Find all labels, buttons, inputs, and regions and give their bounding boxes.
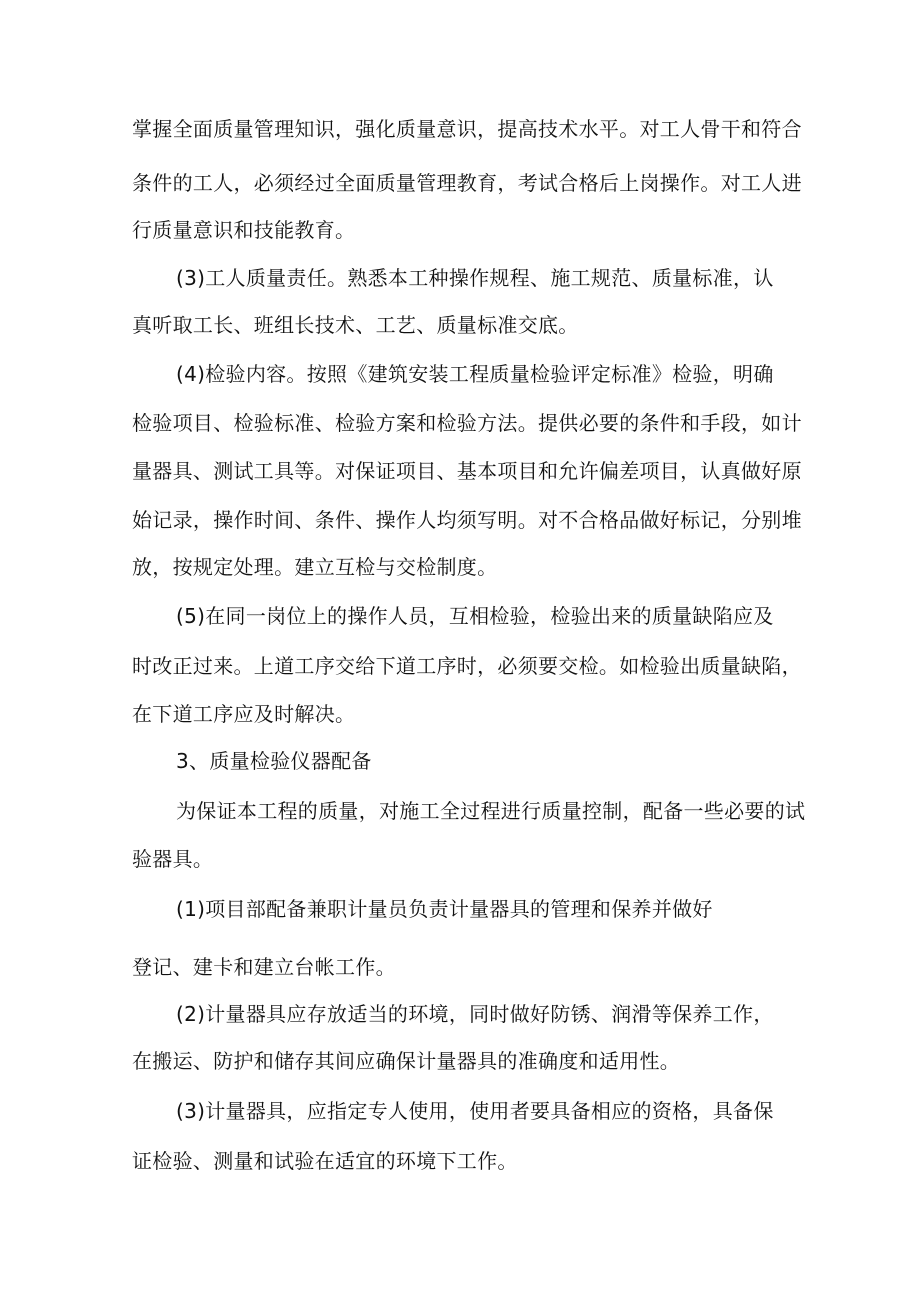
paragraph-3-line-2: 检验项目、检验标准、检验方案和检验方法。提供必要的条件和手段，如计 xyxy=(132,411,802,435)
paragraph-4-line-3: 在下道工序应及时解决。 xyxy=(132,702,356,726)
paragraph-1-line-3: 行质量意识和技能教育。 xyxy=(132,218,356,242)
paragraph-5-line-2: 验器具。 xyxy=(132,847,214,871)
paragraph-3-line-1: (4)检验内容。按照《建筑安装工程质量检验评定标准》检验，明确 xyxy=(176,362,774,386)
paragraph-1-line-2: 条件的工人，必须经过全面质量管理教育，考试合格后上岗操作。对工人进 xyxy=(132,171,802,195)
paragraph-6-line-2: 登记、建卡和建立台帐工作。 xyxy=(132,955,396,979)
paragraph-4-line-2: 时改正过来。上道工序交给下道工序时，必须要交检。如检验出质量缺陷， xyxy=(132,654,802,678)
paragraph-6-line-1: (1)项目部配备兼职计量员负责计量器具的管理和保养并做好 xyxy=(176,897,713,921)
paragraph-5-line-1: 为保证本工程的质量，对施工全过程进行质量控制，配备一些必要的试 xyxy=(176,799,806,823)
paragraph-7-line-2: 在搬运、防护和储存其间应确保计量器具的准确度和适用性。 xyxy=(132,1049,681,1073)
paragraph-4-line-1: (5)在同一岗位上的操作人员，互相检验，检验出来的质量缺陷应及 xyxy=(176,604,774,628)
section-heading: 3、质量检验仪器配备 xyxy=(176,749,372,773)
paragraph-2-line-1: (3)工人质量责任。熟悉本工种操作规程、施工规范、质量标准，认 xyxy=(176,266,774,290)
paragraph-3-line-3: 量器具、测试工具等。对保证项目、基本项目和允许偏差项目，认真做好原 xyxy=(132,459,802,483)
paragraph-3-line-4: 始记录，操作时间、条件、操作人均须写明。对不合格品做好标记，分别堆 xyxy=(132,508,802,532)
paragraph-8-line-2: 证检验、测量和试验在适宜的环境下工作。 xyxy=(132,1149,518,1173)
paragraph-2-line-2: 真听取工长、班组长技术、工艺、质量标准交底。 xyxy=(132,313,579,337)
paragraph-7-line-1: (2)计量器具应存放适当的环境，同时做好防锈、润滑等保养工作， xyxy=(176,1002,774,1026)
paragraph-3-line-5: 放，按规定处理。建立互检与交检制度。 xyxy=(132,555,498,579)
paragraph-8-line-1: (3)计量器具，应指定专人使用，使用者要具备相应的资格，具备保 xyxy=(176,1099,774,1123)
paragraph-1-line-1: 掌握全面质量管理知识，强化质量意识，提高技术水平。对工人骨干和符合 xyxy=(132,117,802,141)
